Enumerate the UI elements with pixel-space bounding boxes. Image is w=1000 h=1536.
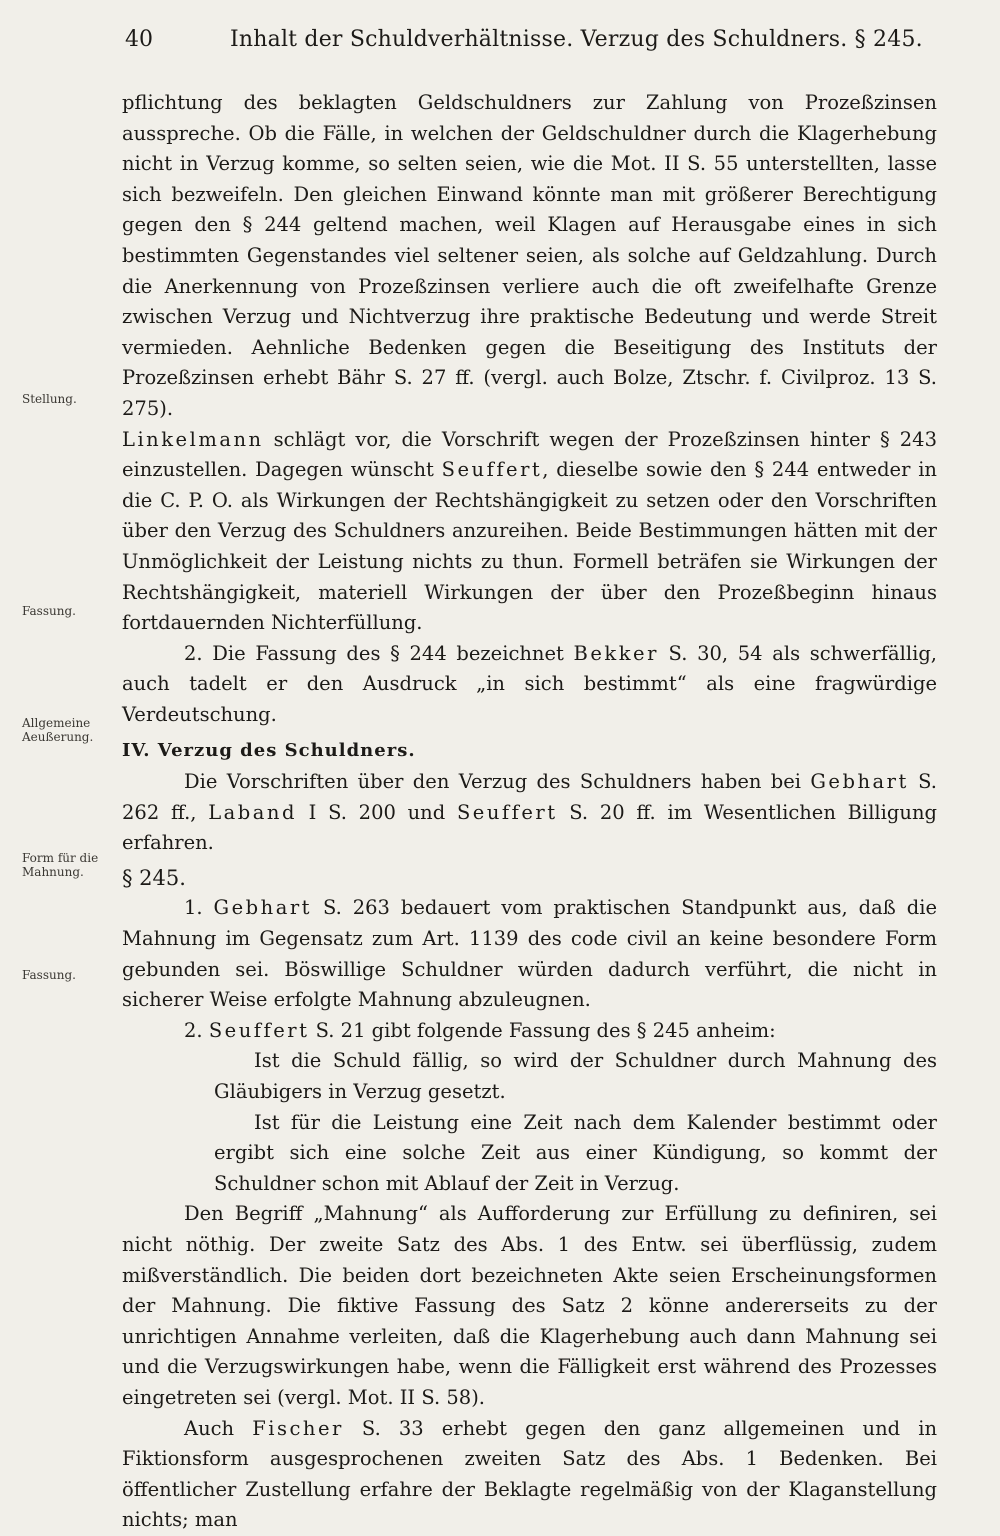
author-name: Gebhart xyxy=(213,896,312,920)
author-name: Linkelmann xyxy=(122,427,264,451)
author-name: Gebhart xyxy=(810,770,909,794)
margin-note-stellung: Stellung. xyxy=(22,392,77,406)
paragraph-text: I S. 200 und xyxy=(296,800,457,824)
paragraph-fassung-245 xyxy=(122,1016,937,1047)
section-heading: IV. Verzug des Schuldners. xyxy=(122,740,416,762)
margin-note-form-mahnung: Form für die Mahnung. xyxy=(22,851,99,879)
author-name: Seuffert xyxy=(456,800,558,824)
paragraph-text: S. 30, 54 als schwerfällig, auch tadelt er den Ausdruck „in sich bestimmt“ als eine fragwürdige Verdeutschung. xyxy=(122,641,938,726)
margin-note-fassung-2: Fassung. xyxy=(22,968,76,982)
quote-paragraph: Ist für die Leistung eine Zeit nach dem Kalender bestimmt oder ergibt sich eine solche Zeit aus einer Kündigung, so kommt der Schuldner schon mit Ablauf der Zeit in Verzug. xyxy=(214,1110,937,1195)
paragraph-form-mahnung xyxy=(122,893,937,1015)
running-title: Inhalt der Schuldverhältnisse. Verzug des Schuldners. § 245. xyxy=(230,27,923,52)
paragraph-fischer xyxy=(122,1414,937,1536)
paragraph-text: , dieselbe sowie den § 244 entweder in die C. P. O. als Wirkungen der Rechtshängigkeit zu setzen oder den Vorschriften über den Verzug des Schuldners anzureihen. Beide Bestimmungen hätten mit der Unmöglichkeit der Leistung nichts zu thun. Formell beträfen sie Wirkungen der Rechtshängigkeit, materiell Wirkungen der über den Prozeßbeginn hinaus fortdauernden Nichterfüllung. xyxy=(122,458,937,635)
paragraph-heading: § 245. xyxy=(122,865,186,890)
author-name: Seuffert xyxy=(208,1018,310,1042)
margin-note-fassung-1: Fassung. xyxy=(22,604,76,618)
author-name: Bekker xyxy=(573,641,659,665)
paragraph-text: 2. Die Fassung des § 244 bezeichnet xyxy=(184,641,574,665)
proposed-wording xyxy=(122,1046,937,1199)
paragraph-text: S. 263 bedauert vom praktischen Standpunkt aus, daß die Mahnung im Gegensatz zum Art. 1139 des code civil an keine besondere Form gebunden sei. Böswillige Schuldner würden dadurch verführt, die nicht in sicherer Weise erfolgte Mahnung abzuleugnen. xyxy=(122,896,937,1012)
paragraph-text: schlägt vor, die Vorschrift wegen der Prozeßzinsen hinter § 243 einzustellen. Dagegen wünscht xyxy=(122,427,937,482)
paragraph-begriff-mahnung: Den Begriff „Mahnung“ als Aufforderung zur Erfüllung zu definiren, sei nicht nöthig. Der zweite Satz des Abs. 1 des Entw. sei überflüssig, zudem mißverständlich. Die beiden dort bezeichneten Akte seien Erscheinungsformen der Mahnung. Die fiktive Fassung des Satz 2 könne andererseits zu der unrichtigen Annahme verleiten, daß die Klagerhebung auch dann Mahnung sei und die Verzugswirkungen habe, wenn die Fälligkeit erst während des Prozesses eingetreten sei (vergl. Mot. II S. 58). xyxy=(122,1202,937,1409)
page-number: 40 xyxy=(125,27,153,52)
author-name: Seuffert xyxy=(441,458,543,482)
paragraph-text: Die Vorschriften über den Verzug des Schuldners haben bei xyxy=(184,770,811,794)
paragraph-text: 2. xyxy=(184,1018,209,1042)
paragraph-text: S. 33 erhebt gegen den ganz allgemeinen und in Fiktionsform ausgesprochenen zweiten Satz des Abs. 1 Bedenken. Bei öffentlicher Zustellung erfahre der Beklagte regelmäßig von der Klaganstellung nichts; man xyxy=(122,1416,937,1532)
body-text xyxy=(122,88,937,1536)
paragraph-allgemeine-aeusserung xyxy=(122,767,937,859)
paragraph-prozesszinsen: pflichtung des beklagten Geldschuldners zur Zahlung von Prozeßzinsen ausspreche. Ob die Fälle, in welchen der Geldschuldner durch die Klagerhebung nicht in Verzug komme, so selten seien, wie die Mot. II S. 55 unterstellten, lasse sich bezweifeln. Den gleichen Einwand könnte man mit größerer Berechtigung gegen den § 244 geltend machen, weil Klagen auf Herausgabe eines in sich bestimmten Gegenstandes viel seltener seien, als solche auf Geldzahlung. Durch die Anerkennung von Prozeßzinsen verliere auch die oft zweifelhafte Grenze zwischen Verzug und Nichtverzug ihre praktische Bedeutung und werde Streit vermieden. Aehnliche Bedenken gegen die Beseitigung des Instituts der Prozeßzinsen erhebt Bähr S. 27 ff. (vergl. auch Bolze, Ztschr. f. Civilproz. 13 S. 275). xyxy=(122,91,937,420)
paragraph-text: S. 20 ff. im Wesentlichen Billigung erfahren. xyxy=(122,800,937,855)
paragraph-text: S. 21 gibt folgende Fassung des § 245 anheim: xyxy=(309,1018,776,1042)
paragraph-fassung-244 xyxy=(122,639,937,731)
margin-note-allgemeine-aeusserung: Allgemeine Aeußerung. xyxy=(22,716,94,744)
quote-paragraph: Ist die Schuld fällig, so wird der Schuldner durch Mahnung des Gläubigers in Verzug gesetzt. xyxy=(214,1049,937,1103)
paragraph-text: Auch xyxy=(184,1416,253,1440)
author-name: Laband xyxy=(208,800,297,824)
paragraph-text: S. 262 ff., xyxy=(122,770,937,824)
paragraph-stellung xyxy=(122,425,937,639)
author-name: Fischer xyxy=(252,1416,344,1440)
paragraph-text: 1. xyxy=(184,896,214,920)
